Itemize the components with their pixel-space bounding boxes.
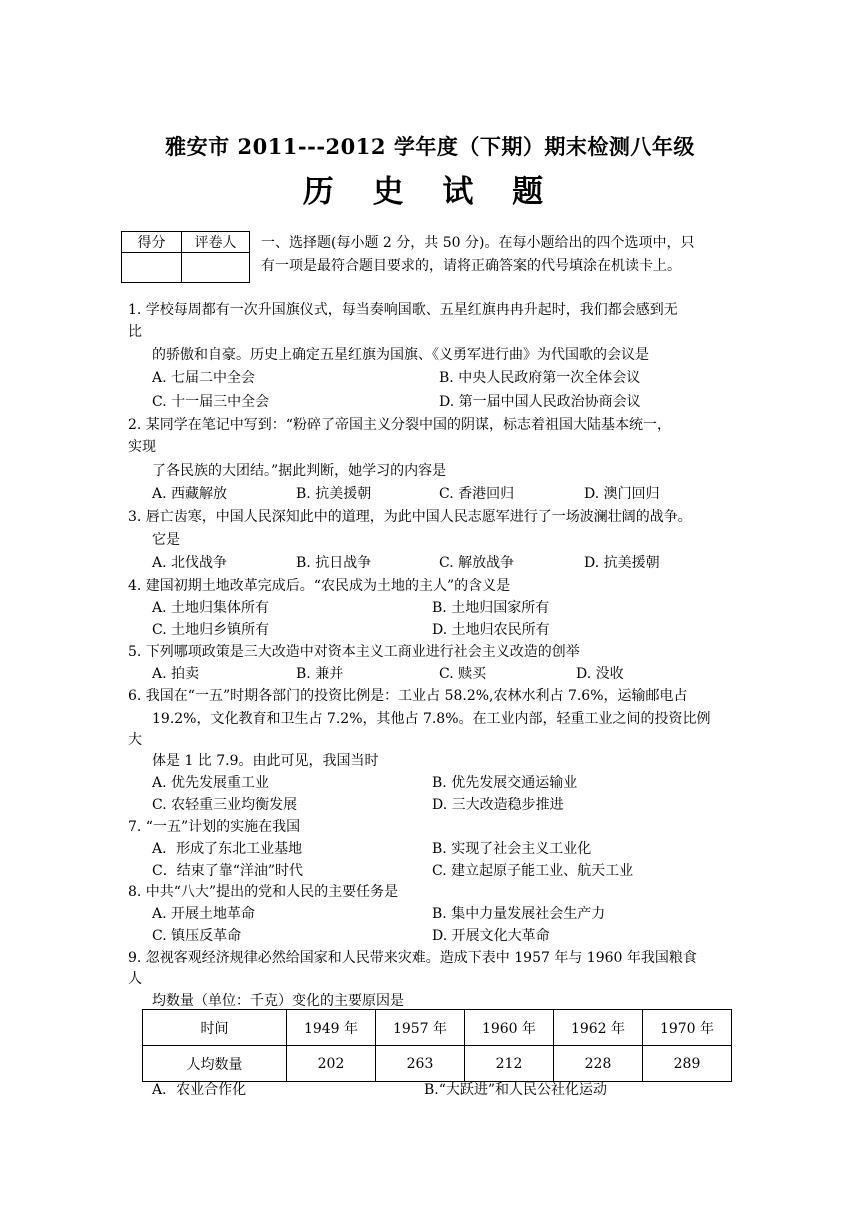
grain-per-capita-table	[142, 1009, 732, 1082]
table-cell: 人均数量	[143, 1046, 287, 1082]
q1-stem-2: 比	[128, 324, 142, 340]
q8-option-b: B. 集中力量发展社会生产力	[432, 906, 606, 922]
q9-stem-1: 9. 忽视客观经济规律必然给国家和人民带来灾难。造成下表中 1957 年与 1960 年我国粮食	[128, 950, 697, 966]
section-line-2: 有一项是最符合题目要求的，请将正确答案的代号填涂在机读卡上。	[261, 258, 681, 274]
q7-option-c: C．结束了靠“洋油”时代	[152, 863, 304, 879]
q3-option-d: D. 抗美援朝	[584, 555, 660, 571]
q6-stem-1: 6. 我国在“一五”时期各部门的投资比例是：工业占 58.2%,农林水利占 7.6%，运输邮电占	[128, 688, 688, 704]
q6-stem-4: 体是 1 比 7.9。由此可见，我国当时	[152, 753, 379, 769]
q2-option-b: B. 抗美援朝	[296, 486, 372, 502]
score-box	[121, 231, 250, 283]
q2-option-d: D. 澳门回归	[584, 486, 660, 502]
q1-option-d: D. 第一届中国人民政治协商会议	[439, 394, 641, 410]
q5-option-c: C. 赎买	[439, 666, 487, 682]
q6-stem-3: 大	[128, 732, 142, 748]
grader-cell	[182, 253, 250, 283]
q3-stem-1: 3. 唇亡齿寒，中国人民深知此中的道理，为此中国人民志愿军进行了一场波澜壮阔的战争。	[128, 509, 692, 525]
q7-stem-1: 7. “一五”计划的实施在我国	[128, 819, 301, 835]
q6-option-a: A. 优先发展重工业	[152, 775, 270, 791]
q3-stem-2: 它是	[152, 532, 180, 548]
q7-option-b: B. 实现了社会主义工业化	[432, 841, 592, 857]
q6-option-d: D. 三大改造稳步推进	[432, 797, 564, 813]
q3-option-c: C. 解放战争	[439, 555, 515, 571]
q9-option-b: B.“大跃进”和人民公社化运动	[424, 1082, 608, 1098]
table-cell: 202	[287, 1046, 376, 1082]
q1-option-a: A. 七届二中全会	[152, 370, 256, 386]
table-cell: 228	[554, 1046, 643, 1082]
q6-option-b: B. 优先发展交通运输业	[432, 775, 578, 791]
score-cell	[122, 253, 182, 283]
exam-subtitle: 历 史 试 题	[302, 174, 558, 210]
q3-option-a: A. 北伐战争	[152, 555, 228, 571]
q2-stem-2: 实现	[128, 439, 156, 455]
table-row	[143, 1010, 732, 1046]
q2-option-c: C. 香港回归	[439, 486, 515, 502]
table-header-cell: 1960 年	[465, 1010, 554, 1046]
section-line-1: 一、选择题(每小题 2 分，共 50 分)。在每小题给出的四个选项中，只	[261, 235, 695, 251]
q2-stem-3: 了各民族的大团结。”据此判断，她学习的内容是	[152, 463, 447, 479]
table-header-cell: 1970 年	[643, 1010, 732, 1046]
q8-option-d: D. 开展文化大革命	[432, 928, 550, 944]
grader-label: 评卷人	[182, 232, 250, 253]
table-header-cell: 1957 年	[376, 1010, 465, 1046]
exam-title: 雅安市 2011---2012 学年度（下期）期末检测八年级	[165, 134, 695, 159]
q5-option-b: B. 兼并	[296, 666, 344, 682]
q8-stem-1: 8. 中共“八大”提出的党和人民的主要任务是	[128, 884, 399, 900]
q7-option-a: A．形成了东北工业基地	[152, 841, 303, 857]
q4-option-d: D. 土地归农民所有	[432, 622, 550, 638]
q5-option-a: A. 拍卖	[152, 666, 200, 682]
q9-option-a: A．农业合作化	[152, 1082, 247, 1098]
q2-stem-1: 2. 某同学在笔记中写到：“粉碎了帝国主义分裂中国的阴谋，标志着祖国大陆基本统一，	[128, 417, 671, 433]
q9-stem-2: 人	[128, 971, 142, 987]
q4-option-c: C. 土地归乡镇所有	[152, 622, 270, 638]
q1-stem-1: 1. 学校每周都有一次升国旗仪式，每当奏响国歌、五星红旗冉冉升起时，我们都会感到无	[128, 302, 678, 318]
table-cell: 212	[465, 1046, 554, 1082]
q6-stem-2: 19.2%，文化教育和卫生占 7.2%，其他占 7.8%。在工业内部，轻重工业之间的投资比例	[152, 711, 711, 727]
q1-option-c: C. 十一届三中全会	[152, 394, 270, 410]
score-label: 得分	[122, 232, 182, 253]
q3-option-b: B. 抗日战争	[296, 555, 372, 571]
q5-option-d: D. 没收	[576, 666, 624, 682]
q4-option-a: A. 土地归集体所有	[152, 600, 270, 616]
q8-option-a: A. 开展土地革命	[152, 906, 256, 922]
q4-stem-1: 4. 建国初期土地改革完成后。“农民成为土地的主人”的含义是	[128, 578, 511, 594]
table-cell: 289	[643, 1046, 732, 1082]
q1-stem-3: 的骄傲和自豪。历史上确定五星红旗为国旗、《义勇军进行曲》为代国歌的会议是	[152, 347, 649, 363]
q5-stem-1: 5. 下列哪项政策是三大改造中对资本主义工商业进行社会主义改造的创举	[128, 644, 580, 660]
table-header-cell: 1949 年	[287, 1010, 376, 1046]
table-header-cell: 1962 年	[554, 1010, 643, 1046]
q2-option-a: A. 西藏解放	[152, 486, 228, 502]
q4-option-b: B. 土地归国家所有	[432, 600, 550, 616]
q6-option-c: C. 农轻重三业均衡发展	[152, 797, 298, 813]
q7-option-d: C. 建立起原子能工业、航天工业	[432, 863, 634, 879]
table-cell: 263	[376, 1046, 465, 1082]
q9-stem-3: 均数量（单位：千克）变化的主要原因是	[152, 993, 404, 1009]
q8-option-c: C. 镇压反革命	[152, 928, 242, 944]
table-header-cell: 时间	[143, 1010, 287, 1046]
table-row	[143, 1046, 732, 1082]
q1-option-b: B. 中央人民政府第一次全体会议	[439, 370, 641, 386]
section-instructions	[261, 232, 741, 278]
